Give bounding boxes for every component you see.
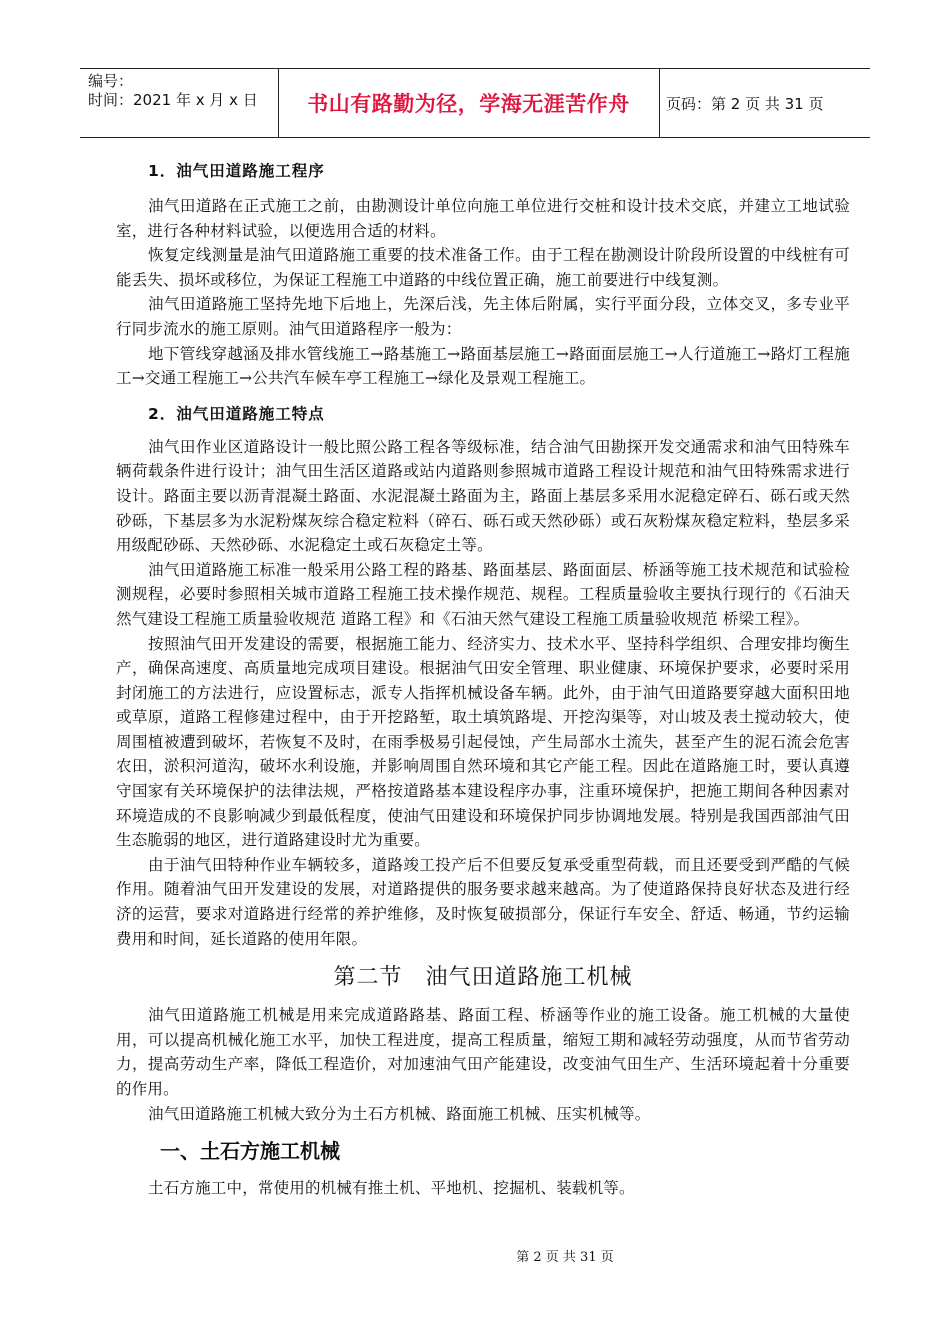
header-meta xyxy=(80,69,278,137)
paragraph: 油气田道路施工坚持先地下后地上，先深后浅，先主体后附属，实行平面分段，立体交叉，多专业平行同步流水的施工原则。油气田道路程序一般为： xyxy=(116,295,850,338)
header-motto: 书山有路勤为径，学海无涯苦作舟 xyxy=(307,92,630,116)
paragraph: 油气田道路施工机械是用来完成道路路基、路面工程、桥涵等作业的施工设备。施工机械的大量使用，可以提高机械化施工水平，加快工程进度，提高工程质量，缩短工期和减轻劳动强度，从而节省劳动力，提高劳动生产率，降低工程造价，对加速油气田产能建设，改变油气田生产、生活环境起着十分重要的作用。 xyxy=(116,1006,850,1098)
paragraph: 土石方施工中，常使用的机械有推土机、平地机、挖掘机、装载机等。 xyxy=(148,1179,635,1198)
paragraph: 按照油气田开发建设的需要，根据施工能力、经济实力、技术水平、坚持科学组织、合理安排均衡生产，确保高速度、高质量地完成项目建设。根据油气田安全管理、职业健康、环境保护要求，必要时采用封闭施工的方法进行，应设置标志，派专人指挥机械设备车辆。此外，由于油气田道路要穿越大面积田地或草原，道路工程修建过程中，由于开挖路堑，取土填筑路堤、开挖沟渠等，对山坡及表土搅动较大，使周围植被遭到破坏，若恢复不及时，在雨季极易引起侵蚀，产生局部水土流失，甚至产生的泥石流会危害农田，淤积河道沟，破坏水利设施，并影响周围自然环境和其它产能工程。因此在道路施工时，要认真遵守国家有关环境保护的法律法规，严格按道路基本建设程序办事，注重环境保护，把施工期间各种因素对环境造成的不良影响减少到最低程度，使油气田建设和环境保护同步协调地发展。特别是我国西部油气田生态脆弱的地区，进行道路建设时尤为重要。 xyxy=(116,634,850,850)
header-divider xyxy=(659,69,660,137)
document-time: 时间：2021 年 x 月 x 日 xyxy=(88,91,258,109)
paragraph: 油气田道路施工机械大致分为土石方机械、路面施工机械、压实机械等。 xyxy=(148,1104,651,1123)
paragraph: 油气田道路在正式施工之前，由勘测设计单位向施工单位进行交桩和设计技术交底，并建立工地试验室，进行各种材料试验，以便选用合适的材料。 xyxy=(116,197,850,240)
paragraph: 地下管线穿越涵及排水管线施工→路基施工→路面基层施工→路面面层施工→人行道施工→路灯工程施工→交通工程施工→公共汽车候车亭工程施工→绿化及景观工程施工。 xyxy=(116,344,850,388)
chapter-section-title: 第二节 油气田道路施工机械 xyxy=(333,965,633,991)
paragraph: 恢复定线测量是油气田道路施工重要的技术准备工作。由于工程在勘测设计阶段所设置的中线桩有可能丢失、损坏或移位，为保证工程施工中道路的中线位置正确，施工前要进行中线复测。 xyxy=(116,246,850,289)
document-number-label: 编号： xyxy=(88,72,134,90)
section-heading: 2．油气田道路施工特点 xyxy=(148,404,325,423)
paragraph: 油气田作业区道路设计一般比照公路工程各等级标准，结合油气田勘探开发交通需求和油气田特殊车辆荷载条件进行设计；油气田生活区道路或站内道路则参照城市道路工程设计规范和油气田特殊需求进行设计。路面主要以沥青混凝土路面、水泥混凝土路面为主，路面上基层多采用水泥稳定碎石、砾石或天然砂砾，下基层多为水泥粉煤灰综合稳定粒料（碎石、砾石或天然砂砾）或石灰粉煤灰稳定粒料，垫层多采用级配砂砾、天然砂砾、水泥稳定土或石灰稳定土等。 xyxy=(116,437,850,555)
header-page-info: 页码：第 2 页 共 31 页 xyxy=(666,94,824,113)
page-footer xyxy=(0,1246,950,1265)
document-body xyxy=(116,156,850,1201)
section-heading: 1．油气田道路施工程序 xyxy=(148,162,325,180)
subsection-title: 一、土石方施工机械 xyxy=(160,1139,340,1164)
paragraph: 油气田道路施工标准一般采用公路工程的路基、路面基层、路面面层、桥涵等施工技术规范和试验检测规程，必要时参照相关城市道路工程施工技术操作规范、规程。工程质量验收主要执行现行的《石油天然气建设工程施工质量验收规范 道路工程》和《石油天然气建设工程施工质量验收规范 桥梁工程》。 xyxy=(116,560,850,628)
paragraph: 由于油气田特种作业车辆较多，道路竣工投产后不但要反复承受重型荷载，而且还要受到严酷的气候作用。随着油气田开发建设的发展，对道路提供的服务要求越来越高。为了使道路保持良好状态及进行经济的运营，要求对道路进行经常的养护维修，及时恢复破损部分，保证行车安全、舒适、畅通，节约运输费用和时间，延长道路的使用年限。 xyxy=(116,855,850,948)
footer-page-number: 第 2 页 共 31 页 xyxy=(516,1250,614,1265)
page-header xyxy=(80,68,870,138)
